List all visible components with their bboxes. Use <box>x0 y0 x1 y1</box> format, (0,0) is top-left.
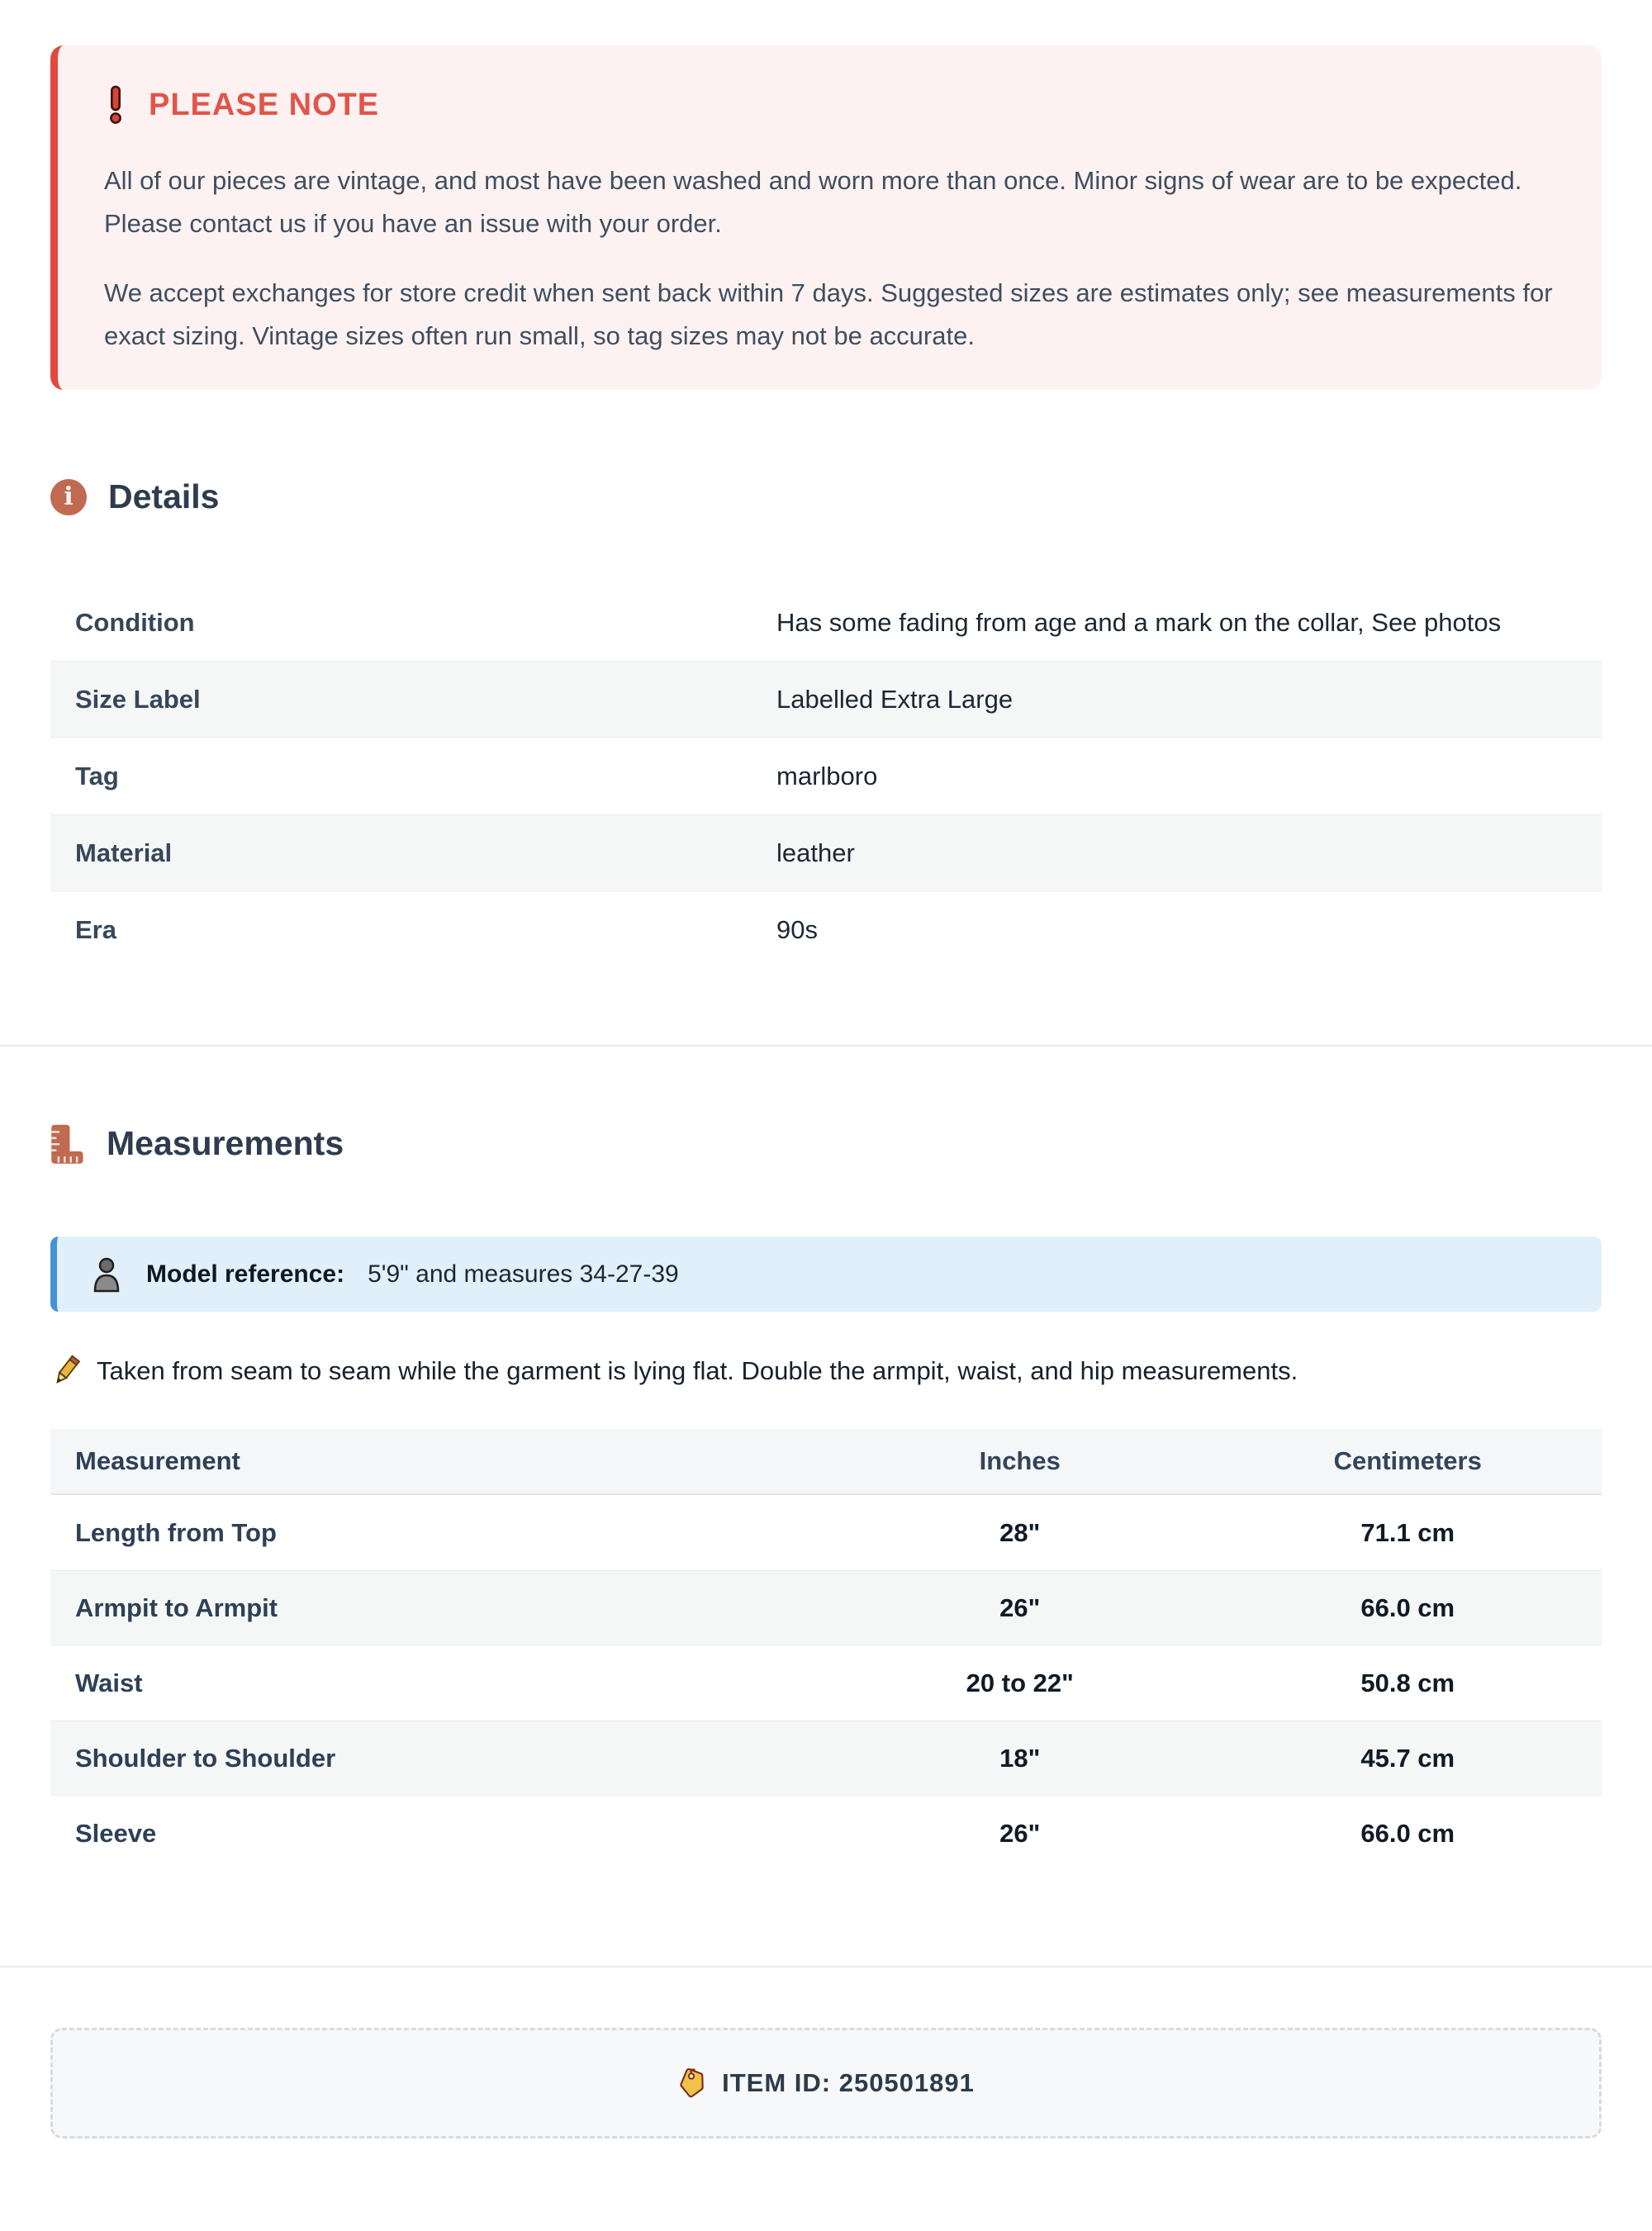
detail-label: Tag <box>75 761 119 790</box>
table-row-length-from-top <box>50 1495 1602 1570</box>
product-info-page <box>0 45 1652 2231</box>
footer-divider <box>0 1966 1652 1968</box>
exclamation-icon <box>104 85 127 125</box>
pencil-icon <box>50 1355 82 1388</box>
note-paragraph-2: We accept exchanges for store credit when sent back within 7 days. Suggested sizes are estimates only; see measurements for exact sizing. Vintage sizes often run small, so tag sizes may not be accurate. <box>104 278 1553 350</box>
table-row-armpit-to-armpit <box>50 1570 1602 1645</box>
info-icon: i <box>50 479 87 515</box>
please-note-box <box>50 45 1602 390</box>
measurements-table <box>50 1429 1602 1871</box>
measurement-cm: 71.1 cm <box>1360 1517 1455 1547</box>
measurements-heading <box>50 1123 1602 1164</box>
details-rows <box>50 584 1602 968</box>
detail-row-size-label <box>50 661 1602 738</box>
measurement-cm: 66.0 cm <box>1360 1593 1455 1622</box>
detail-value: leather <box>776 838 855 867</box>
item-id-text: ITEM ID: 250501891 <box>722 2068 975 2097</box>
detail-row-tag <box>50 738 1602 814</box>
detail-label: Condition <box>75 607 195 637</box>
measurement-label: Shoulder to Shoulder <box>75 1743 336 1773</box>
detail-row-material <box>50 814 1602 891</box>
measurement-cm: 66.0 cm <box>1360 1818 1455 1848</box>
measurement-inches: 28" <box>999 1517 1041 1547</box>
measurement-cm: 50.8 cm <box>1360 1668 1455 1697</box>
measurement-note <box>50 1355 1602 1388</box>
person-icon <box>90 1256 123 1294</box>
details-heading <box>50 477 1602 516</box>
detail-value: Has some fading from age and a mark on the collar, See photos <box>776 607 1502 637</box>
model-reference-value: 5'9" and measures 34-27-39 <box>368 1260 679 1288</box>
item-id-box <box>50 2028 1602 2138</box>
header-measurement: Measurement <box>75 1446 240 1475</box>
detail-value: marlboro <box>776 761 878 790</box>
section-divider <box>0 1045 1652 1047</box>
measurements-heading-text: Measurements <box>107 1123 344 1162</box>
tag-icon <box>677 2067 705 2100</box>
header-inches: Inches <box>979 1446 1061 1475</box>
table-row-shoulder-to-shoulder <box>50 1721 1602 1796</box>
table-row-sleeve <box>50 1796 1602 1871</box>
detail-value: Labelled Extra Large <box>776 684 1014 714</box>
detail-value: 90s <box>776 914 818 944</box>
measurements-table-header <box>50 1429 1602 1495</box>
table-row-waist <box>50 1645 1602 1721</box>
model-reference-label: Model reference: <box>146 1260 345 1288</box>
measurement-label: Armpit to Armpit <box>75 1593 278 1622</box>
please-note-title: PLEASE NOTE <box>149 87 380 122</box>
detail-row-condition <box>50 584 1602 661</box>
detail-label: Era <box>75 914 116 944</box>
detail-label: Material <box>75 838 173 867</box>
details-heading-text: Details <box>108 477 220 515</box>
measurement-inches: 18" <box>999 1743 1041 1773</box>
ruler-icon <box>50 1123 85 1164</box>
header-centimeters: Centimeters <box>1333 1446 1482 1475</box>
measurement-inches: 20 to 22" <box>966 1668 1074 1697</box>
measurement-label: Length from Top <box>75 1517 277 1547</box>
measurement-cm: 45.7 cm <box>1360 1743 1455 1773</box>
please-note-title-row <box>104 85 1555 125</box>
note-paragraph-1: All of our pieces are vintage, and most have been washed and worn more than once. Minor signs of wear are to be expected. Please contact us if you have an issue with your order. <box>104 166 1522 238</box>
measurement-inches: 26" <box>999 1818 1041 1848</box>
model-reference-box <box>50 1237 1602 1312</box>
measurement-note-text: Taken from seam to seam while the garment is lying flat. Double the armpit, waist, and hip measurements. <box>97 1356 1298 1385</box>
measurement-inches: 26" <box>999 1593 1041 1622</box>
measurement-label: Sleeve <box>75 1818 157 1848</box>
measurement-label: Waist <box>75 1668 143 1697</box>
detail-label: Size Label <box>75 684 201 714</box>
detail-row-era <box>50 891 1602 968</box>
